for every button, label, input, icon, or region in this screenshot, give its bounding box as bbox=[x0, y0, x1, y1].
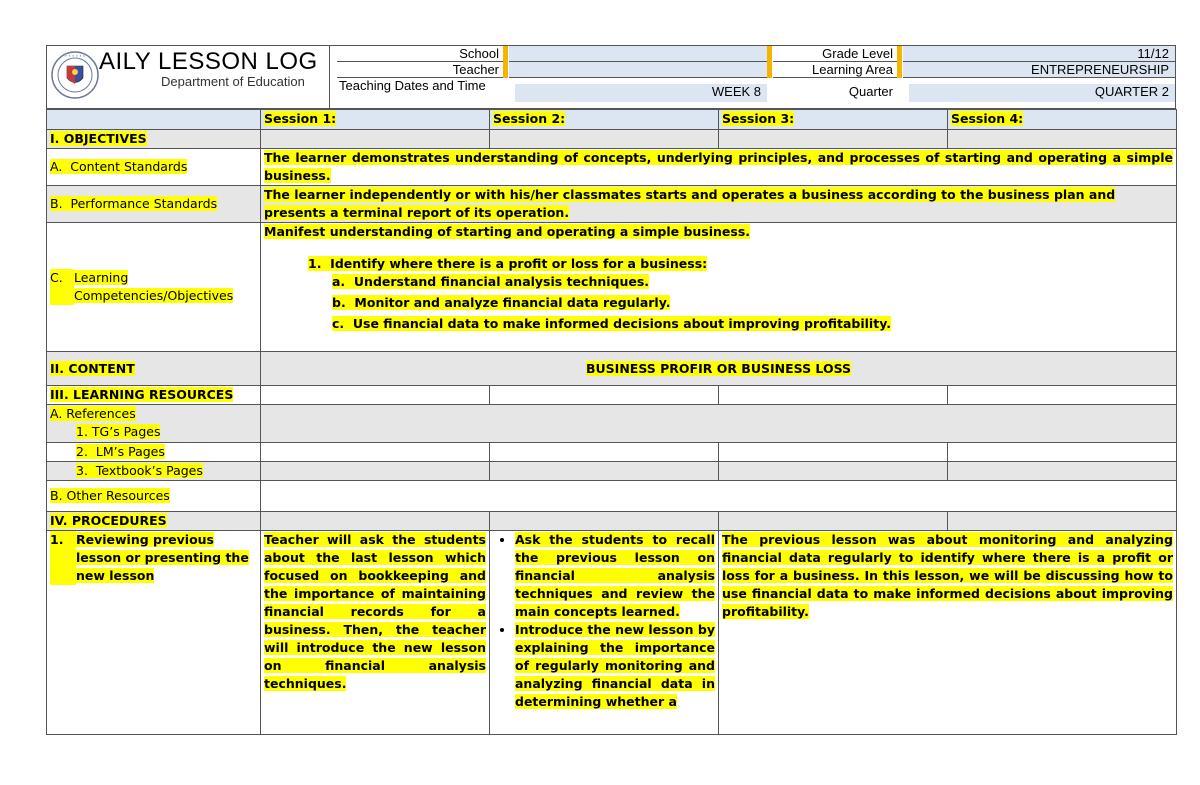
competency-sub-c: c. Use financial data to make informed decisions about improving profitability. bbox=[332, 316, 891, 331]
session-2-header: Session 2: bbox=[490, 110, 719, 130]
review-row bbox=[47, 531, 1177, 735]
session-1-header: Session 1: bbox=[261, 110, 490, 130]
quarter-value[interactable]: QUARTER 2 bbox=[909, 84, 1175, 102]
references-label: A. References 1. TG’s Pages bbox=[47, 405, 261, 443]
teaching-dates-value[interactable]: WEEK 8 bbox=[515, 84, 767, 102]
content-standards-label: A. Content Standards bbox=[47, 149, 261, 186]
yellow-marker bbox=[503, 46, 508, 62]
session-2-bullet: • Introduce the new lesson by explaining the importance of regularly monitoring and analyzing financial data in determining whether a bbox=[515, 621, 715, 711]
department-name: Department of Education bbox=[161, 74, 305, 89]
session-3-header: Session 3: bbox=[719, 110, 948, 130]
school-label: School bbox=[337, 46, 503, 62]
svg-text:• • • • • •: • • • • • • bbox=[64, 53, 86, 59]
learning-area-label: Learning Area bbox=[773, 62, 897, 78]
session-header-row bbox=[47, 110, 1177, 130]
procedures-heading: IV. PROCEDURES bbox=[47, 512, 261, 531]
teaching-dates-label: Teaching Dates and Time bbox=[339, 78, 486, 93]
lm-pages-row bbox=[47, 443, 1177, 462]
daily-lesson-log bbox=[46, 45, 1176, 735]
deped-seal-icon bbox=[50, 50, 100, 100]
yellow-marker bbox=[767, 46, 772, 62]
lesson-table bbox=[46, 109, 1177, 735]
grade-level-label: Grade Level bbox=[773, 46, 897, 62]
teacher-value[interactable] bbox=[509, 62, 767, 78]
other-resources-label: B. Other Resources bbox=[47, 481, 261, 512]
quarter-label: Quarter bbox=[848, 84, 893, 99]
session-2-review bbox=[490, 531, 719, 735]
review-label: 1. Reviewing previous lesson or presenting the new lesson bbox=[47, 531, 261, 735]
objectives-row bbox=[47, 130, 1177, 149]
competencies-label: C. Learning Competencies/Objectives bbox=[47, 223, 261, 352]
procedures-row bbox=[47, 512, 1177, 531]
resources-row bbox=[47, 386, 1177, 405]
log-title: AILY LESSON LOG bbox=[99, 48, 318, 75]
references-row bbox=[47, 405, 1177, 443]
competencies-row bbox=[47, 223, 1177, 352]
content-standards-row bbox=[47, 149, 1177, 186]
performance-standards-row bbox=[47, 186, 1177, 223]
other-resources-row bbox=[47, 481, 1177, 512]
competencies-text: Manifest understanding of starting and operating a simple business. 1. Identify where there is a profit or loss for a business: a. Understand financial analysis techniques. b. Monitor and analyze financial data regularly. c. Use financial data to make informed decisions about improving profitability. bbox=[261, 223, 1177, 352]
performance-standards-text: The learner independently or with his/her classmates starts and operates a business according to the business plan and presents a terminal report of its operation. bbox=[261, 186, 1177, 223]
competency-sub-a: a. Understand financial analysis techniques. bbox=[332, 274, 650, 289]
session-4-header: Session 4: bbox=[948, 110, 1177, 130]
textbook-pages-label: 3. Textbook’s Pages bbox=[47, 462, 261, 481]
school-value[interactable] bbox=[509, 46, 767, 62]
yellow-marker bbox=[767, 62, 772, 78]
competency-sub-b: b. Monitor and analyze financial data regularly. bbox=[332, 295, 671, 310]
yellow-marker bbox=[897, 46, 902, 62]
content-heading: II. CONTENT bbox=[47, 352, 261, 386]
yellow-marker bbox=[503, 62, 508, 78]
content-row bbox=[47, 352, 1177, 386]
content-topic: BUSINESS PROFIR OR BUSINESS LOSS bbox=[261, 352, 1177, 386]
logo-area bbox=[47, 46, 330, 108]
learning-area-value[interactable]: ENTREPRENEURSHIP bbox=[903, 62, 1175, 78]
textbook-pages-row bbox=[47, 462, 1177, 481]
resources-heading: III. LEARNING RESOURCES bbox=[47, 386, 261, 405]
performance-standards-label: B. Performance Standards bbox=[47, 186, 261, 223]
teacher-label: Teacher bbox=[337, 62, 503, 78]
yellow-marker bbox=[897, 62, 902, 78]
session-2-bullet: • Ask the students to recall the previous lesson on financial analysis techniques and review the main concepts learned. bbox=[515, 531, 715, 621]
session-1-review: Teacher will ask the students about the last lesson which focused on bookkeeping and the importance of maintaining financial records for a business. Then, the teacher will introduce the new lesson on financial analysis techniques. bbox=[261, 531, 490, 735]
grade-level-value[interactable]: 11/12 bbox=[903, 46, 1175, 62]
lm-pages-label: 2. LM’s Pages bbox=[47, 443, 261, 462]
header bbox=[46, 45, 1176, 109]
content-standards-text: The learner demonstrates understanding of concepts, underlying principles, and processes of starting and operating a simple business. bbox=[261, 149, 1177, 186]
objectives-heading: I. OBJECTIVES bbox=[47, 130, 261, 149]
session-3-review: The previous lesson was about monitoring and analyzing financial data regularly to identify where there is a profit or loss for a business. In this lesson, we will be discussing how to use financial data to make informed decisions about improving profitability. bbox=[719, 531, 1177, 735]
